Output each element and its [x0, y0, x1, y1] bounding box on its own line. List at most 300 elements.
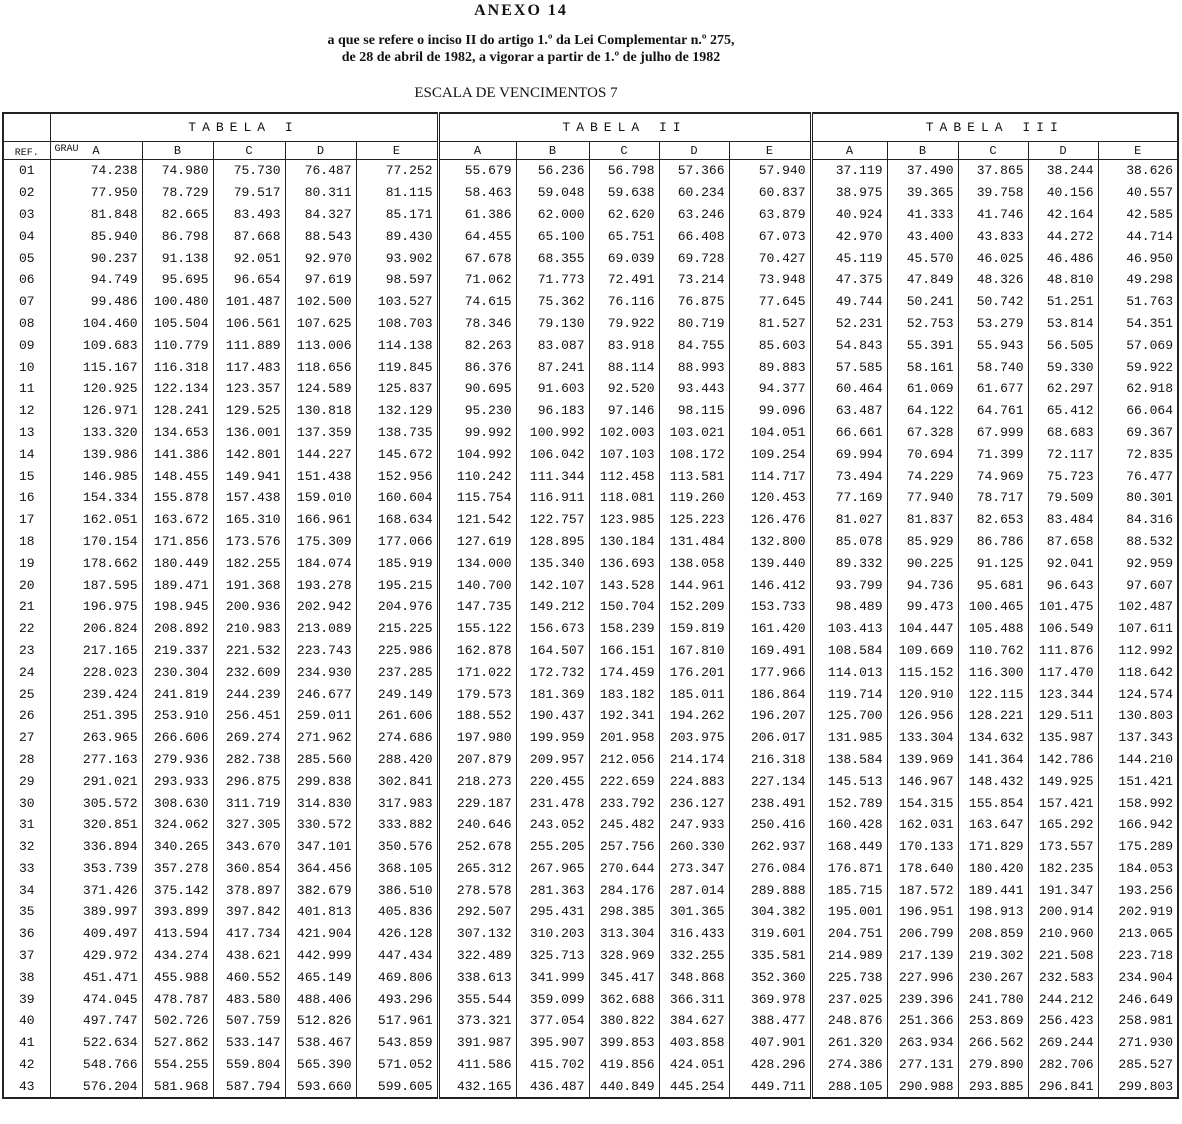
value-cell: 141.386	[142, 443, 213, 465]
value-cell: 190.437	[516, 705, 589, 727]
value-cell: 324.062	[142, 814, 213, 836]
ref-cell: 16	[3, 487, 50, 509]
value-cell: 110.242	[438, 465, 516, 487]
value-cell: 78.729	[142, 182, 213, 204]
value-cell: 55.679	[438, 160, 516, 182]
ref-cell: 24	[3, 661, 50, 683]
value-cell: 86.798	[142, 225, 213, 247]
value-cell: 39.365	[887, 182, 958, 204]
value-cell: 206.824	[50, 618, 142, 640]
value-cell: 74.229	[887, 465, 958, 487]
value-cell: 310.203	[516, 923, 589, 945]
value-cell: 55.391	[887, 334, 958, 356]
value-cell: 319.601	[729, 923, 811, 945]
value-cell: 49.298	[1098, 269, 1178, 291]
value-cell: 62.297	[1028, 378, 1098, 400]
value-cell: 63.246	[659, 204, 729, 226]
group-header-2: TABELA II	[438, 113, 811, 142]
ref-cell: 10	[3, 356, 50, 378]
value-cell: 178.662	[50, 552, 142, 574]
value-cell: 150.704	[589, 596, 659, 618]
table-row	[3, 879, 1178, 901]
value-cell: 99.992	[438, 422, 516, 444]
value-cell: 184.053	[1098, 858, 1178, 880]
value-cell: 109.683	[50, 334, 142, 356]
value-cell: 82.263	[438, 334, 516, 356]
value-cell: 61.069	[887, 378, 958, 400]
value-cell: 253.910	[142, 705, 213, 727]
column-header-e	[356, 142, 438, 160]
value-cell: 415.702	[516, 1054, 589, 1076]
table-row	[3, 640, 1178, 662]
ref-cell: 38	[3, 966, 50, 988]
ref-cell: 19	[3, 552, 50, 574]
value-cell: 469.806	[356, 966, 438, 988]
value-cell: 46.486	[1028, 247, 1098, 269]
value-cell: 60.234	[659, 182, 729, 204]
value-cell: 37.490	[887, 160, 958, 182]
value-cell: 445.254	[659, 1075, 729, 1098]
value-cell: 204.751	[811, 923, 887, 945]
salary-scale-table	[2, 112, 1179, 1099]
ref-cell: 41	[3, 1032, 50, 1054]
value-cell: 266.606	[142, 727, 213, 749]
ref-cell: 37	[3, 945, 50, 967]
value-cell: 65.412	[1028, 400, 1098, 422]
value-cell: 112.992	[1098, 640, 1178, 662]
value-cell: 134.000	[438, 552, 516, 574]
value-cell: 116.300	[958, 661, 1028, 683]
value-cell: 149.925	[1028, 770, 1098, 792]
value-cell: 204.976	[356, 596, 438, 618]
value-cell: 364.456	[285, 858, 356, 880]
column-letter: C	[620, 143, 628, 158]
value-cell: 148.432	[958, 770, 1028, 792]
value-cell: 200.936	[213, 596, 285, 618]
table-row	[3, 683, 1178, 705]
value-cell: 160.428	[811, 814, 887, 836]
value-cell: 134.632	[958, 727, 1028, 749]
value-cell: 135.340	[516, 552, 589, 574]
value-cell: 285.527	[1098, 1054, 1178, 1076]
value-cell: 399.853	[589, 1032, 659, 1054]
value-cell: 203.975	[659, 727, 729, 749]
value-cell: 74.980	[142, 160, 213, 182]
value-cell: 240.646	[438, 814, 516, 836]
value-cell: 377.054	[516, 1010, 589, 1032]
table-row	[3, 618, 1178, 640]
value-cell: 474.045	[50, 988, 142, 1010]
value-cell: 195.001	[811, 901, 887, 923]
value-cell: 426.128	[356, 923, 438, 945]
value-cell: 168.449	[811, 836, 887, 858]
value-cell: 105.488	[958, 618, 1028, 640]
value-cell: 124.574	[1098, 683, 1178, 705]
value-cell: 106.561	[213, 313, 285, 335]
value-cell: 192.341	[589, 705, 659, 727]
value-cell: 120.453	[729, 487, 811, 509]
subtitle-line-2: de 28 de abril de 1982, a vigorar a partir de 1.º de julho de 1982	[341, 50, 721, 65]
ref-cell: 07	[3, 291, 50, 313]
ref-cell: 17	[3, 509, 50, 531]
value-cell: 176.201	[659, 661, 729, 683]
value-cell: 84.755	[659, 334, 729, 356]
value-cell: 126.476	[729, 509, 811, 531]
ref-cell: 14	[3, 443, 50, 465]
value-cell: 112.458	[589, 465, 659, 487]
value-cell: 290.988	[887, 1075, 958, 1098]
value-cell: 104.447	[887, 618, 958, 640]
value-cell: 278.578	[438, 879, 516, 901]
ref-cell: 29	[3, 770, 50, 792]
value-cell: 70.694	[887, 443, 958, 465]
value-cell: 98.597	[356, 269, 438, 291]
value-cell: 199.959	[516, 727, 589, 749]
column-header-b	[516, 142, 589, 160]
value-cell: 57.366	[659, 160, 729, 182]
value-cell: 373.321	[438, 1010, 516, 1032]
value-cell: 90.237	[50, 247, 142, 269]
value-cell: 325.713	[516, 945, 589, 967]
ref-cell: 11	[3, 378, 50, 400]
value-cell: 144.210	[1098, 749, 1178, 771]
value-cell: 218.273	[438, 770, 516, 792]
value-cell: 281.363	[516, 879, 589, 901]
value-cell: 335.581	[729, 945, 811, 967]
value-cell: 328.969	[589, 945, 659, 967]
table-row	[3, 334, 1178, 356]
value-cell: 261.606	[356, 705, 438, 727]
value-cell: 269.244	[1028, 1032, 1098, 1054]
value-cell: 119.714	[811, 683, 887, 705]
value-cell: 236.127	[659, 792, 729, 814]
value-cell: 157.421	[1028, 792, 1098, 814]
value-cell: 177.066	[356, 531, 438, 553]
value-cell: 160.604	[356, 487, 438, 509]
value-cell: 78.346	[438, 313, 516, 335]
value-cell: 593.660	[285, 1075, 356, 1098]
value-cell: 167.810	[659, 640, 729, 662]
value-cell: 189.471	[142, 574, 213, 596]
value-cell: 105.504	[142, 313, 213, 335]
value-cell: 293.933	[142, 770, 213, 792]
table-row	[3, 574, 1178, 596]
value-cell: 245.482	[589, 814, 659, 836]
value-cell: 59.048	[516, 182, 589, 204]
ref-cell: 32	[3, 836, 50, 858]
ref-cell: 12	[3, 400, 50, 422]
value-cell: 83.493	[213, 204, 285, 226]
value-cell: 64.455	[438, 225, 516, 247]
value-cell: 62.000	[516, 204, 589, 226]
value-cell: 304.382	[729, 901, 811, 923]
value-cell: 330.572	[285, 814, 356, 836]
value-cell: 56.236	[516, 160, 589, 182]
value-cell: 247.933	[659, 814, 729, 836]
value-cell: 194.262	[659, 705, 729, 727]
value-cell: 61.677	[958, 378, 1028, 400]
value-cell: 89.332	[811, 552, 887, 574]
value-cell: 173.576	[213, 531, 285, 553]
value-cell: 166.942	[1098, 814, 1178, 836]
column-header-c	[589, 142, 659, 160]
value-cell: 378.897	[213, 879, 285, 901]
value-cell: 181.369	[516, 683, 589, 705]
value-cell: 136.693	[589, 552, 659, 574]
value-cell: 176.871	[811, 858, 887, 880]
value-cell: 152.209	[659, 596, 729, 618]
value-cell: 263.934	[887, 1032, 958, 1054]
value-cell: 157.438	[213, 487, 285, 509]
table-row	[3, 770, 1178, 792]
value-cell: 251.366	[887, 1010, 958, 1032]
value-cell: 121.542	[438, 509, 516, 531]
value-cell: 155.122	[438, 618, 516, 640]
value-cell: 180.420	[958, 858, 1028, 880]
value-cell: 153.733	[729, 596, 811, 618]
table-row	[3, 443, 1178, 465]
value-cell: 88.993	[659, 356, 729, 378]
value-cell: 229.187	[438, 792, 516, 814]
value-cell: 42.585	[1098, 204, 1178, 226]
value-cell: 129.511	[1028, 705, 1098, 727]
value-cell: 587.794	[213, 1075, 285, 1098]
value-cell: 285.560	[285, 749, 356, 771]
value-cell: 282.706	[1028, 1054, 1098, 1076]
value-cell: 77.252	[356, 160, 438, 182]
value-cell: 131.484	[659, 531, 729, 553]
ref-cell: 01	[3, 160, 50, 182]
value-cell: 71.773	[516, 269, 589, 291]
value-cell: 239.396	[887, 988, 958, 1010]
value-cell: 80.301	[1098, 487, 1178, 509]
value-cell: 543.859	[356, 1032, 438, 1054]
value-cell: 239.424	[50, 683, 142, 705]
value-cell: 119.260	[659, 487, 729, 509]
table-row	[3, 1054, 1178, 1076]
value-cell: 307.132	[438, 923, 516, 945]
value-cell: 215.225	[356, 618, 438, 640]
annex-subtitle	[0, 32, 1122, 66]
ref-cell: 13	[3, 422, 50, 444]
value-cell: 201.958	[589, 727, 659, 749]
value-cell: 497.747	[50, 1010, 142, 1032]
value-cell: 347.101	[285, 836, 356, 858]
value-cell: 144.961	[659, 574, 729, 596]
value-cell: 51.251	[1028, 291, 1098, 313]
value-cell: 571.052	[356, 1054, 438, 1076]
value-cell: 333.882	[356, 814, 438, 836]
value-cell: 502.726	[142, 1010, 213, 1032]
letter-header-row	[3, 142, 1178, 160]
value-cell: 267.965	[516, 858, 589, 880]
value-cell: 419.856	[589, 1054, 659, 1076]
value-cell: 108.584	[811, 640, 887, 662]
value-cell: 89.430	[356, 225, 438, 247]
value-cell: 142.801	[213, 443, 285, 465]
value-cell: 137.359	[285, 422, 356, 444]
value-cell: 284.176	[589, 879, 659, 901]
value-cell: 440.849	[589, 1075, 659, 1098]
value-cell: 228.023	[50, 661, 142, 683]
value-cell: 92.051	[213, 247, 285, 269]
value-cell: 442.999	[285, 945, 356, 967]
table-body	[3, 160, 1178, 1099]
value-cell: 96.643	[1028, 574, 1098, 596]
value-cell: 149.941	[213, 465, 285, 487]
value-cell: 61.386	[438, 204, 516, 226]
value-cell: 375.142	[142, 879, 213, 901]
value-cell: 163.672	[142, 509, 213, 531]
ref-cell: 33	[3, 858, 50, 880]
value-cell: 243.052	[516, 814, 589, 836]
value-cell: 71.062	[438, 269, 516, 291]
value-cell: 155.854	[958, 792, 1028, 814]
value-cell: 237.025	[811, 988, 887, 1010]
value-cell: 86.376	[438, 356, 516, 378]
value-cell: 200.914	[1028, 901, 1098, 923]
value-cell: 111.876	[1028, 640, 1098, 662]
ref-cell: 39	[3, 988, 50, 1010]
value-cell: 72.491	[589, 269, 659, 291]
value-cell: 165.310	[213, 509, 285, 531]
value-cell: 237.285	[356, 661, 438, 683]
value-cell: 70.427	[729, 247, 811, 269]
table-row	[3, 749, 1178, 771]
group-header-1: TABELA I	[50, 113, 438, 142]
value-cell: 220.455	[516, 770, 589, 792]
value-cell: 117.470	[1028, 661, 1098, 683]
value-cell: 57.940	[729, 160, 811, 182]
value-cell: 231.478	[516, 792, 589, 814]
value-cell: 301.365	[659, 901, 729, 923]
value-cell: 125.837	[356, 378, 438, 400]
value-cell: 174.459	[589, 661, 659, 683]
value-cell: 103.413	[811, 618, 887, 640]
column-header-e	[1098, 142, 1178, 160]
value-cell: 92.520	[589, 378, 659, 400]
value-cell: 67.678	[438, 247, 516, 269]
value-cell: 161.420	[729, 618, 811, 640]
value-cell: 79.517	[213, 182, 285, 204]
value-cell: 186.864	[729, 683, 811, 705]
value-cell: 94.736	[887, 574, 958, 596]
value-cell: 95.695	[142, 269, 213, 291]
ref-cell: 15	[3, 465, 50, 487]
value-cell: 50.241	[887, 291, 958, 313]
value-cell: 460.552	[213, 966, 285, 988]
value-cell: 80.719	[659, 313, 729, 335]
value-cell: 493.296	[356, 988, 438, 1010]
value-cell: 527.862	[142, 1032, 213, 1054]
value-cell: 146.412	[729, 574, 811, 596]
value-cell: 196.951	[887, 901, 958, 923]
value-cell: 59.330	[1028, 356, 1098, 378]
value-cell: 214.174	[659, 749, 729, 771]
ref-header: REF.	[3, 142, 50, 160]
value-cell: 59.922	[1098, 356, 1178, 378]
table-row	[3, 247, 1178, 269]
value-cell: 291.021	[50, 770, 142, 792]
value-cell: 421.904	[285, 923, 356, 945]
value-cell: 216.318	[729, 749, 811, 771]
value-cell: 299.803	[1098, 1075, 1178, 1098]
value-cell: 156.673	[516, 618, 589, 640]
value-cell: 87.241	[516, 356, 589, 378]
table-row	[3, 422, 1178, 444]
value-cell: 73.214	[659, 269, 729, 291]
value-cell: 58.740	[958, 356, 1028, 378]
column-header-a	[811, 142, 887, 160]
value-cell: 89.883	[729, 356, 811, 378]
value-cell: 214.989	[811, 945, 887, 967]
value-cell: 122.757	[516, 509, 589, 531]
value-cell: 507.759	[213, 1010, 285, 1032]
value-cell: 188.552	[438, 705, 516, 727]
value-cell: 368.105	[356, 858, 438, 880]
value-cell: 122.134	[142, 378, 213, 400]
value-cell: 413.594	[142, 923, 213, 945]
value-cell: 302.841	[356, 770, 438, 792]
value-cell: 98.115	[659, 400, 729, 422]
value-cell: 371.426	[50, 879, 142, 901]
table-row	[3, 531, 1178, 553]
value-cell: 159.010	[285, 487, 356, 509]
value-cell: 81.848	[50, 204, 142, 226]
value-cell: 311.719	[213, 792, 285, 814]
table-row	[3, 487, 1178, 509]
value-cell: 145.672	[356, 443, 438, 465]
ref-cell: 06	[3, 269, 50, 291]
value-cell: 123.344	[1028, 683, 1098, 705]
value-cell: 189.441	[958, 879, 1028, 901]
value-cell: 403.858	[659, 1032, 729, 1054]
value-cell: 227.996	[887, 966, 958, 988]
value-cell: 72.835	[1098, 443, 1178, 465]
value-cell: 122.115	[958, 683, 1028, 705]
value-cell: 45.119	[811, 247, 887, 269]
value-cell: 438.621	[213, 945, 285, 967]
corner-cell	[3, 113, 50, 142]
value-cell: 111.889	[213, 334, 285, 356]
value-cell: 175.289	[1098, 836, 1178, 858]
value-cell: 338.613	[438, 966, 516, 988]
value-cell: 327.305	[213, 814, 285, 836]
table-row	[3, 836, 1178, 858]
value-cell: 177.966	[729, 661, 811, 683]
value-cell: 263.965	[50, 727, 142, 749]
value-cell: 261.320	[811, 1032, 887, 1054]
value-cell: 102.487	[1098, 596, 1178, 618]
value-cell: 298.385	[589, 901, 659, 923]
value-cell: 42.164	[1028, 204, 1098, 226]
grau-label: GRAU	[54, 143, 79, 155]
column-letter: E	[765, 143, 774, 158]
value-cell: 274.386	[811, 1054, 887, 1076]
value-cell: 125.700	[811, 705, 887, 727]
table-row	[3, 356, 1178, 378]
value-cell: 225.738	[811, 966, 887, 988]
value-cell: 43.400	[887, 225, 958, 247]
value-cell: 299.838	[285, 770, 356, 792]
value-cell: 348.868	[659, 966, 729, 988]
value-cell: 117.483	[213, 356, 285, 378]
value-cell: 108.703	[356, 313, 438, 335]
value-cell: 90.695	[438, 378, 516, 400]
value-cell: 193.256	[1098, 879, 1178, 901]
table-row	[3, 204, 1178, 226]
value-cell: 86.786	[958, 531, 1028, 553]
